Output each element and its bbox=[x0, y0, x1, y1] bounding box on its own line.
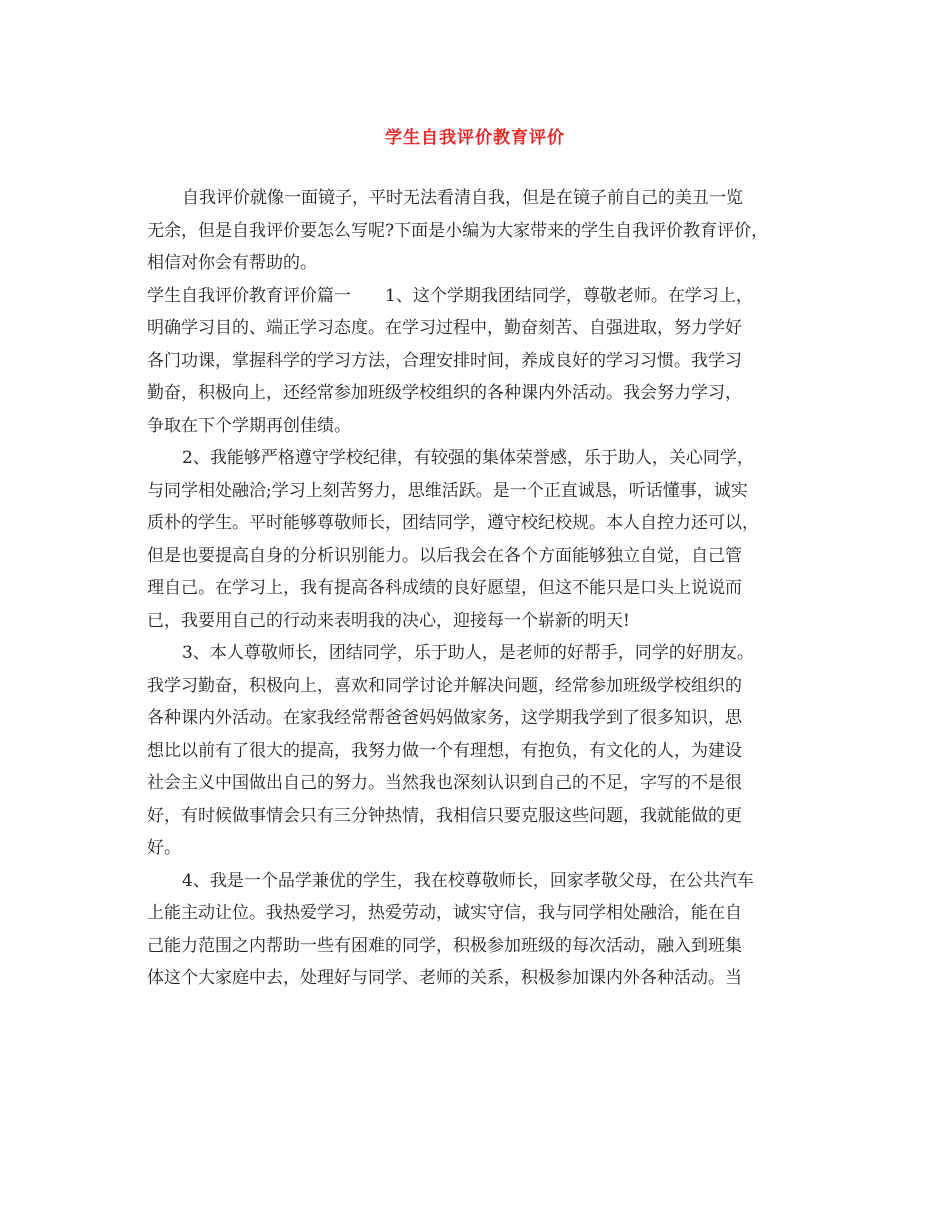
text-line: 各门功课，掌握科学的学习方法，合理安排时间，养成良好的学习习惯。我学习 bbox=[147, 350, 742, 371]
document-body bbox=[147, 182, 807, 995]
text-line: 学生自我评价教育评价篇一 1、这个学期我团结同学，尊敬老师。在学习上， bbox=[147, 285, 753, 306]
text-line: 3、本人尊敬师长，团结同学，乐于助人，是老师的好帮手，同学的好朋友。 bbox=[182, 643, 754, 663]
text-line: 理自己。在学习上，我有提高各科成绩的良好愿望，但这不能只是口头上说说而 bbox=[147, 578, 742, 598]
text-line: 明确学习目的、端正学习态度。在学习过程中，勤奋刻苦、自强进取，努力学好 bbox=[147, 318, 742, 338]
text-line: 想比以前有了很大的提高，我努力做一个有理想，有抱负，有文化的人，为建设 bbox=[147, 740, 742, 761]
text-line: 好。 bbox=[147, 838, 181, 858]
text-line: 与同学相处融洽;学习上刻苦努力，思维活跃。是一个正直诚恳，听话懂事，诚实 bbox=[147, 480, 748, 501]
text-line: 上能主动让位。我热爱学习，热爱劳动，诚实守信，我与同学相处融洽，能在自 bbox=[147, 903, 742, 923]
text-line: 体这个大家庭中去，处理好与同学、老师的关系，积极参加课内外各种活动。当 bbox=[147, 968, 742, 988]
text-line: 4、我是一个品学兼优的学生，我在校尊敬师长，回家孝敬父母，在公共汽车 bbox=[182, 870, 754, 891]
text-line: 好，有时候做事情会只有三分钟热情，我相信只要克服这些问题，我就能做的更 bbox=[147, 805, 742, 826]
text-line: 己能力范围之内帮助一些有困难的同学，积极参加班级的每次活动，融入到班集 bbox=[147, 935, 742, 956]
text-line: 各种课内外活动。在家我经常帮爸爸妈妈做家务，这学期我学到了很多知识，思 bbox=[147, 708, 742, 728]
text-line: 已，我要用自己的行动来表明我的决心，迎接每一个崭新的明天! bbox=[147, 610, 630, 631]
text-line: 但是也要提高自身的分析识别能力。以后我会在各个方面能够独立自觉，自己管 bbox=[147, 545, 742, 566]
text-line: 社会主义中国做出自己的努力。当然我也深刻认识到自己的不足，字写的不是很 bbox=[147, 773, 742, 793]
text-line: 争取在下个学期再创佳绩。 bbox=[147, 415, 351, 436]
document-title: 学生自我评价教育评价 bbox=[385, 128, 565, 148]
text-line: 无余，但是自我评价要怎么写呢?下面是小编为大家带来的学生自我评价教育评价， bbox=[147, 220, 769, 241]
text-line: 相信对你会有帮助的。 bbox=[147, 253, 317, 273]
text-line: 质朴的学生。平时能够尊敬师长，团结同学，遵守校纪校规。本人自控力还可以， bbox=[147, 513, 759, 533]
text-line: 自我评价就像一面镜子，平时无法看清自我，但是在镜子前自己的美丑一览 bbox=[182, 188, 743, 208]
text-line: 勤奋，积极向上，还经常参加班级学校组织的各种课内外活动。我会努力学习， bbox=[147, 383, 742, 403]
text-line: 2、我能够严格遵守学校纪律，有较强的集体荣誉感，乐于助人，关心同学， bbox=[182, 448, 754, 468]
text-line: 我学习勤奋，积极向上，喜欢和同学讨论并解决问题，经常参加班级学校组织的 bbox=[147, 675, 742, 696]
